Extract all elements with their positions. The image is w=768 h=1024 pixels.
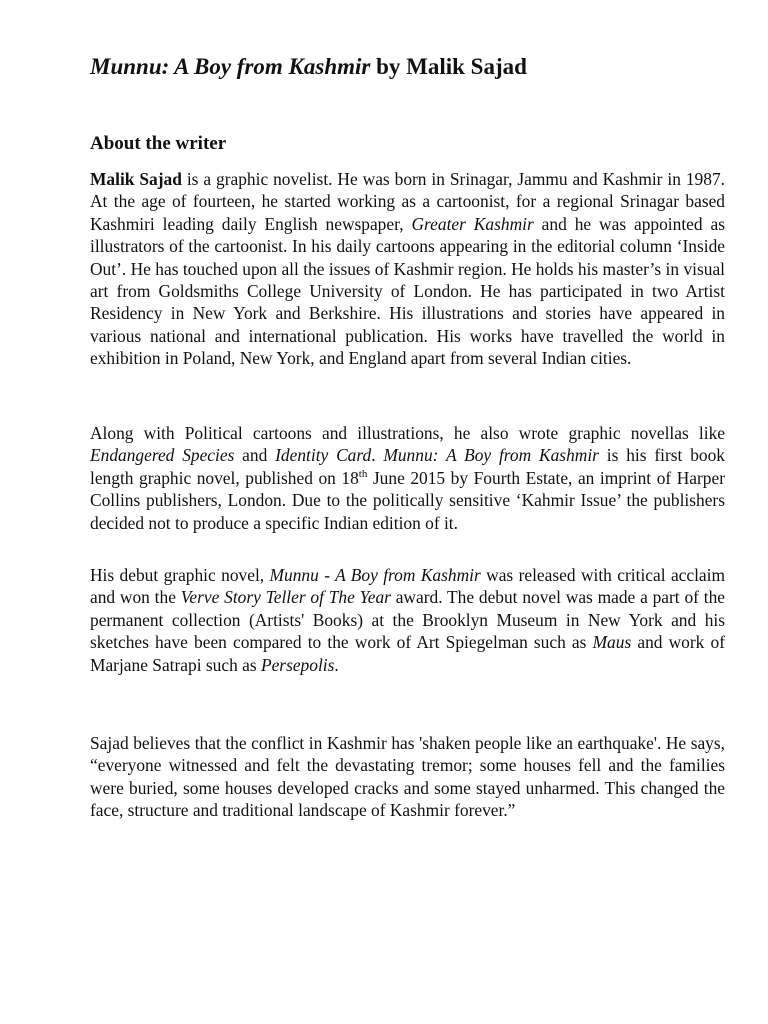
ordinal-suffix: th [358,468,368,481]
paragraph-text: is a graphic novelist. He was born in Srinagar, Jammu and Kashmir in 1987. At the age of fourteen, he started working as a cartoonist, for a regional Srinagar based Kashmiri leading daily English newspaper, [90,169,725,234]
work-title: Persepolis [260,654,335,675]
paragraph-quote: Sajad believes that the conflict in Kashmir has 'shaken people like an earthquake'. He says, “everyone witnessed and felt the devastating tremor; some houses fell and the families were buried, some houses developed cracks and some stayed unharmed. This changed the face, structure and traditional landscape of Kashmir forever.” [90,733,725,821]
paragraph-text: and [234,445,276,466]
work-title: Identity Card [275,445,372,466]
work-title: Munnu: A Boy from Kashmir [383,445,599,466]
paragraph-text: . [371,445,384,466]
document-page [90,52,726,821]
paragraph-text: award. The debut novel was made a part of the permanent collection (Artists' Books) at the Brooklyn Museum in New York and his sketches have been compared to the work of Art Spiegelman such as [90,587,725,653]
work-title: Endangered Species [90,445,235,466]
newspaper-name: Greater Kashmir [411,213,534,234]
paragraph-text: . [334,654,339,675]
paragraph-works [90,422,725,534]
paragraph-text: is his first book length graphic novel, published on 18 [90,445,725,488]
paragraph-debut [90,564,725,676]
work-title: Munnu - A Boy from Kashmir [269,565,481,585]
award-name: Verve Story Teller of The Year [180,587,391,608]
paragraph-text: June 2015 by Fourth Estate, an imprint of Harper Collins publishers, London. Due to the politically sensitive ‘Kahmir Issue’ the publishers decided not to produce a specific Indian edition of it. [90,467,726,533]
work-title: Maus [592,632,632,653]
paragraph-biography [90,168,725,370]
paragraph-text: Along with Political cartoons and illustrations, he also wrote graphic novellas like [90,423,725,443]
paragraph-text: and work of Marjane Satrapi such as [90,632,725,675]
book-title: Munnu: A Boy from Kashmir [90,54,371,79]
document-title [90,52,725,82]
author-name: Malik Sajad [90,169,182,189]
paragraph-text: and he was appointed as illustrators of the cartoonist. In his daily cartoons appearing in the editorial column ‘Inside Out’. He has touched upon all the issues of Kashmir region. He holds his master’s in visual art from Goldsmiths College University of London. He has participated in two Artist Residency in New York and Berkshire. His illustrations and stories have appeared in various national and international publication. His works have travelled the world in exhibition in Poland, New York, and England apart from several Indian cities. [90,213,725,369]
section-heading: About the writer [90,133,227,154]
paragraph-text: His debut graphic novel, [90,565,270,585]
title-author: by Malik Sajad [370,54,527,79]
paragraph-text: was released with critical acclaim and won the [90,565,726,608]
